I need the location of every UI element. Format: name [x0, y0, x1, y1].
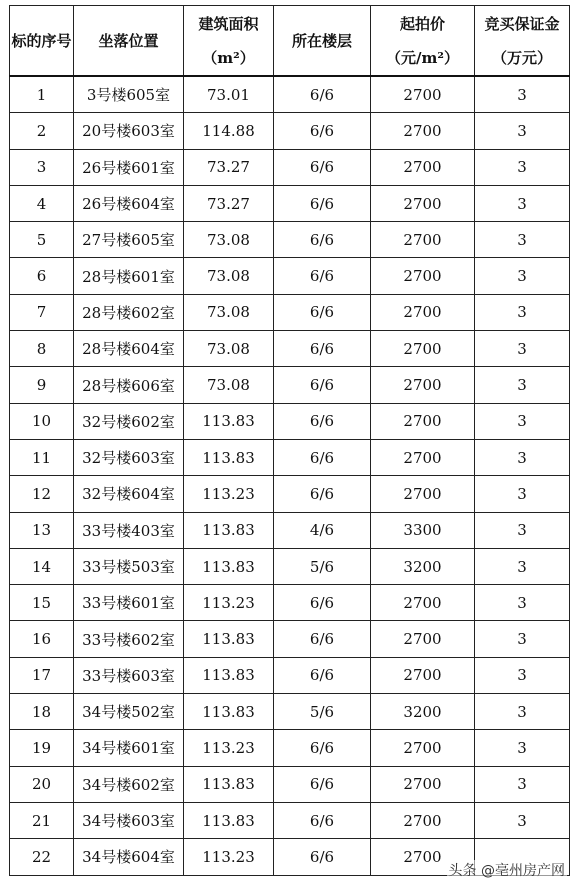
lot-number-cell: 22: [10, 839, 74, 875]
deposit-cell: 3: [475, 621, 570, 657]
area-cell: 73.08: [184, 222, 274, 258]
lot-number-cell: 15: [10, 585, 74, 621]
area-cell: 113.83: [184, 548, 274, 584]
floor-cell: 6/6: [274, 839, 371, 875]
start-price-cell: 2700: [371, 839, 475, 875]
deposit-cell: 3: [475, 585, 570, 621]
lot-number-cell: 13: [10, 512, 74, 548]
location-cell: 28号楼601室: [74, 258, 184, 294]
floor-cell: 6/6: [274, 149, 371, 185]
table-row: [10, 294, 570, 330]
table-row: [10, 621, 570, 657]
deposit-cell: 3: [475, 439, 570, 475]
table-row: [10, 548, 570, 584]
floor-cell: 6/6: [274, 258, 371, 294]
location-cell: 34号楼604室: [74, 839, 184, 875]
start-price-cell: 3200: [371, 548, 475, 584]
area-cell: 113.23: [184, 585, 274, 621]
deposit-cell: 3: [475, 258, 570, 294]
area-cell: 73.08: [184, 331, 274, 367]
area-cell: 73.27: [184, 149, 274, 185]
deposit-cell: 3: [475, 331, 570, 367]
table-row: [10, 512, 570, 548]
header-deposit: 竞买保证金 （万元）: [475, 6, 570, 77]
floor-cell: 6/6: [274, 331, 371, 367]
table-row: [10, 403, 570, 439]
area-cell: 73.08: [184, 258, 274, 294]
location-cell: 20号楼603室: [74, 113, 184, 149]
lot-number-cell: 12: [10, 476, 74, 512]
table-row: [10, 185, 570, 221]
location-cell: 34号楼602室: [74, 766, 184, 802]
location-cell: 26号楼604室: [74, 185, 184, 221]
start-price-cell: 2700: [371, 802, 475, 838]
table-row: [10, 694, 570, 730]
lot-number-cell: 3: [10, 149, 74, 185]
location-cell: 34号楼502室: [74, 694, 184, 730]
deposit-cell: 3: [475, 403, 570, 439]
floor-cell: 6/6: [274, 766, 371, 802]
lot-number-cell: 10: [10, 403, 74, 439]
start-price-cell: 2700: [371, 476, 475, 512]
floor-cell: 5/6: [274, 694, 371, 730]
lot-number-cell: 1: [10, 76, 74, 113]
lot-number-cell: 14: [10, 548, 74, 584]
area-cell: 73.08: [184, 367, 274, 403]
deposit-cell: 3: [475, 367, 570, 403]
area-cell: 113.83: [184, 403, 274, 439]
start-price-cell: 2700: [371, 657, 475, 693]
start-price-cell: 2700: [371, 149, 475, 185]
start-price-cell: 2700: [371, 185, 475, 221]
area-cell: 73.27: [184, 185, 274, 221]
area-cell: 73.01: [184, 76, 274, 113]
area-cell: 113.83: [184, 439, 274, 475]
location-cell: 33号楼602室: [74, 621, 184, 657]
area-cell: 113.83: [184, 512, 274, 548]
start-price-cell: 2700: [371, 730, 475, 766]
start-price-cell: 2700: [371, 222, 475, 258]
floor-cell: 6/6: [274, 439, 371, 475]
location-cell: 32号楼602室: [74, 403, 184, 439]
start-price-cell: 2700: [371, 76, 475, 113]
deposit-cell: 3: [475, 694, 570, 730]
location-cell: 27号楼605室: [74, 222, 184, 258]
start-price-cell: 3200: [371, 694, 475, 730]
start-price-cell: 2700: [371, 403, 475, 439]
start-price-cell: 2700: [371, 294, 475, 330]
lot-number-cell: 11: [10, 439, 74, 475]
deposit-cell: 3: [475, 294, 570, 330]
header-lot-number: 标的序号: [10, 6, 74, 77]
table-row: [10, 149, 570, 185]
table-row: [10, 730, 570, 766]
lot-number-cell: 8: [10, 331, 74, 367]
location-cell: 28号楼606室: [74, 367, 184, 403]
area-cell: 114.88: [184, 113, 274, 149]
area-cell: 113.23: [184, 839, 274, 875]
location-cell: 33号楼503室: [74, 548, 184, 584]
start-price-cell: 2700: [371, 439, 475, 475]
start-price-cell: 2700: [371, 113, 475, 149]
location-cell: 32号楼604室: [74, 476, 184, 512]
location-cell: 33号楼601室: [74, 585, 184, 621]
location-cell: 33号楼603室: [74, 657, 184, 693]
start-price-cell: 2700: [371, 331, 475, 367]
area-cell: 113.23: [184, 476, 274, 512]
lot-number-cell: 19: [10, 730, 74, 766]
area-cell: 113.83: [184, 766, 274, 802]
location-cell: 33号楼403室: [74, 512, 184, 548]
deposit-cell: 3: [475, 657, 570, 693]
lot-number-cell: 21: [10, 802, 74, 838]
table-row: [10, 802, 570, 838]
lot-number-cell: 16: [10, 621, 74, 657]
lot-number-cell: 20: [10, 766, 74, 802]
table-row: [10, 766, 570, 802]
header-location: 坐落位置: [74, 6, 184, 77]
table-row: [10, 331, 570, 367]
table-row: [10, 113, 570, 149]
floor-cell: 6/6: [274, 403, 371, 439]
area-cell: 113.83: [184, 621, 274, 657]
header-floor: 所在楼层: [274, 6, 371, 77]
location-cell: 28号楼604室: [74, 331, 184, 367]
floor-cell: 6/6: [274, 657, 371, 693]
header-price-unit: （元/m²）: [386, 48, 459, 67]
area-cell: 73.08: [184, 294, 274, 330]
table-row: [10, 222, 570, 258]
start-price-cell: 2700: [371, 367, 475, 403]
location-cell: 34号楼603室: [74, 802, 184, 838]
floor-cell: 6/6: [274, 367, 371, 403]
table-row: [10, 585, 570, 621]
lot-number-cell: 2: [10, 113, 74, 149]
location-cell: 26号楼601室: [74, 149, 184, 185]
floor-cell: 6/6: [274, 621, 371, 657]
start-price-cell: 2700: [371, 258, 475, 294]
start-price-cell: 2700: [371, 585, 475, 621]
lot-number-cell: 5: [10, 222, 74, 258]
location-cell: 28号楼602室: [74, 294, 184, 330]
watermark: 头条 @亳州房产网: [447, 860, 567, 880]
deposit-cell: 3: [475, 512, 570, 548]
lot-number-cell: 6: [10, 258, 74, 294]
floor-cell: 6/6: [274, 222, 371, 258]
deposit-cell: 3: [475, 222, 570, 258]
table-row: [10, 76, 570, 113]
area-cell: 113.83: [184, 657, 274, 693]
location-cell: 32号楼603室: [74, 439, 184, 475]
header-deposit-unit: （万元）: [491, 48, 552, 67]
header-start-price: 起拍价 （元/m²）: [371, 6, 475, 77]
table-row: [10, 657, 570, 693]
deposit-cell: 3: [475, 149, 570, 185]
table-row: [10, 476, 570, 512]
floor-cell: 6/6: [274, 585, 371, 621]
start-price-cell: 2700: [371, 766, 475, 802]
floor-cell: 6/6: [274, 802, 371, 838]
floor-cell: 6/6: [274, 476, 371, 512]
header-area-unit: （m²）: [202, 48, 255, 67]
deposit-cell: 3: [475, 766, 570, 802]
floor-cell: 5/6: [274, 548, 371, 584]
area-cell: 113.23: [184, 730, 274, 766]
table-row: [10, 367, 570, 403]
start-price-cell: 2700: [371, 621, 475, 657]
header-area: 建筑面积 （m²）: [184, 6, 274, 77]
lot-number-cell: 7: [10, 294, 74, 330]
table-header-row: [10, 6, 570, 77]
deposit-cell: 3: [475, 476, 570, 512]
start-price-cell: 3300: [371, 512, 475, 548]
table-body: [10, 76, 570, 875]
deposit-cell: 3: [475, 185, 570, 221]
deposit-cell: 3: [475, 113, 570, 149]
floor-cell: 6/6: [274, 113, 371, 149]
location-cell: 34号楼601室: [74, 730, 184, 766]
floor-cell: 6/6: [274, 76, 371, 113]
deposit-cell: 3: [475, 548, 570, 584]
deposit-cell: 3: [475, 802, 570, 838]
area-cell: 113.83: [184, 802, 274, 838]
floor-cell: 4/6: [274, 512, 371, 548]
lot-number-cell: 4: [10, 185, 74, 221]
area-cell: 113.83: [184, 694, 274, 730]
lot-number-cell: 18: [10, 694, 74, 730]
table-row: [10, 439, 570, 475]
deposit-cell: 3: [475, 76, 570, 113]
floor-cell: 6/6: [274, 294, 371, 330]
lot-number-cell: 9: [10, 367, 74, 403]
deposit-cell: 3: [475, 730, 570, 766]
auction-table: [9, 5, 570, 876]
lot-number-cell: 17: [10, 657, 74, 693]
location-cell: 3号楼605室: [74, 76, 184, 113]
floor-cell: 6/6: [274, 730, 371, 766]
table-row: [10, 258, 570, 294]
floor-cell: 6/6: [274, 185, 371, 221]
